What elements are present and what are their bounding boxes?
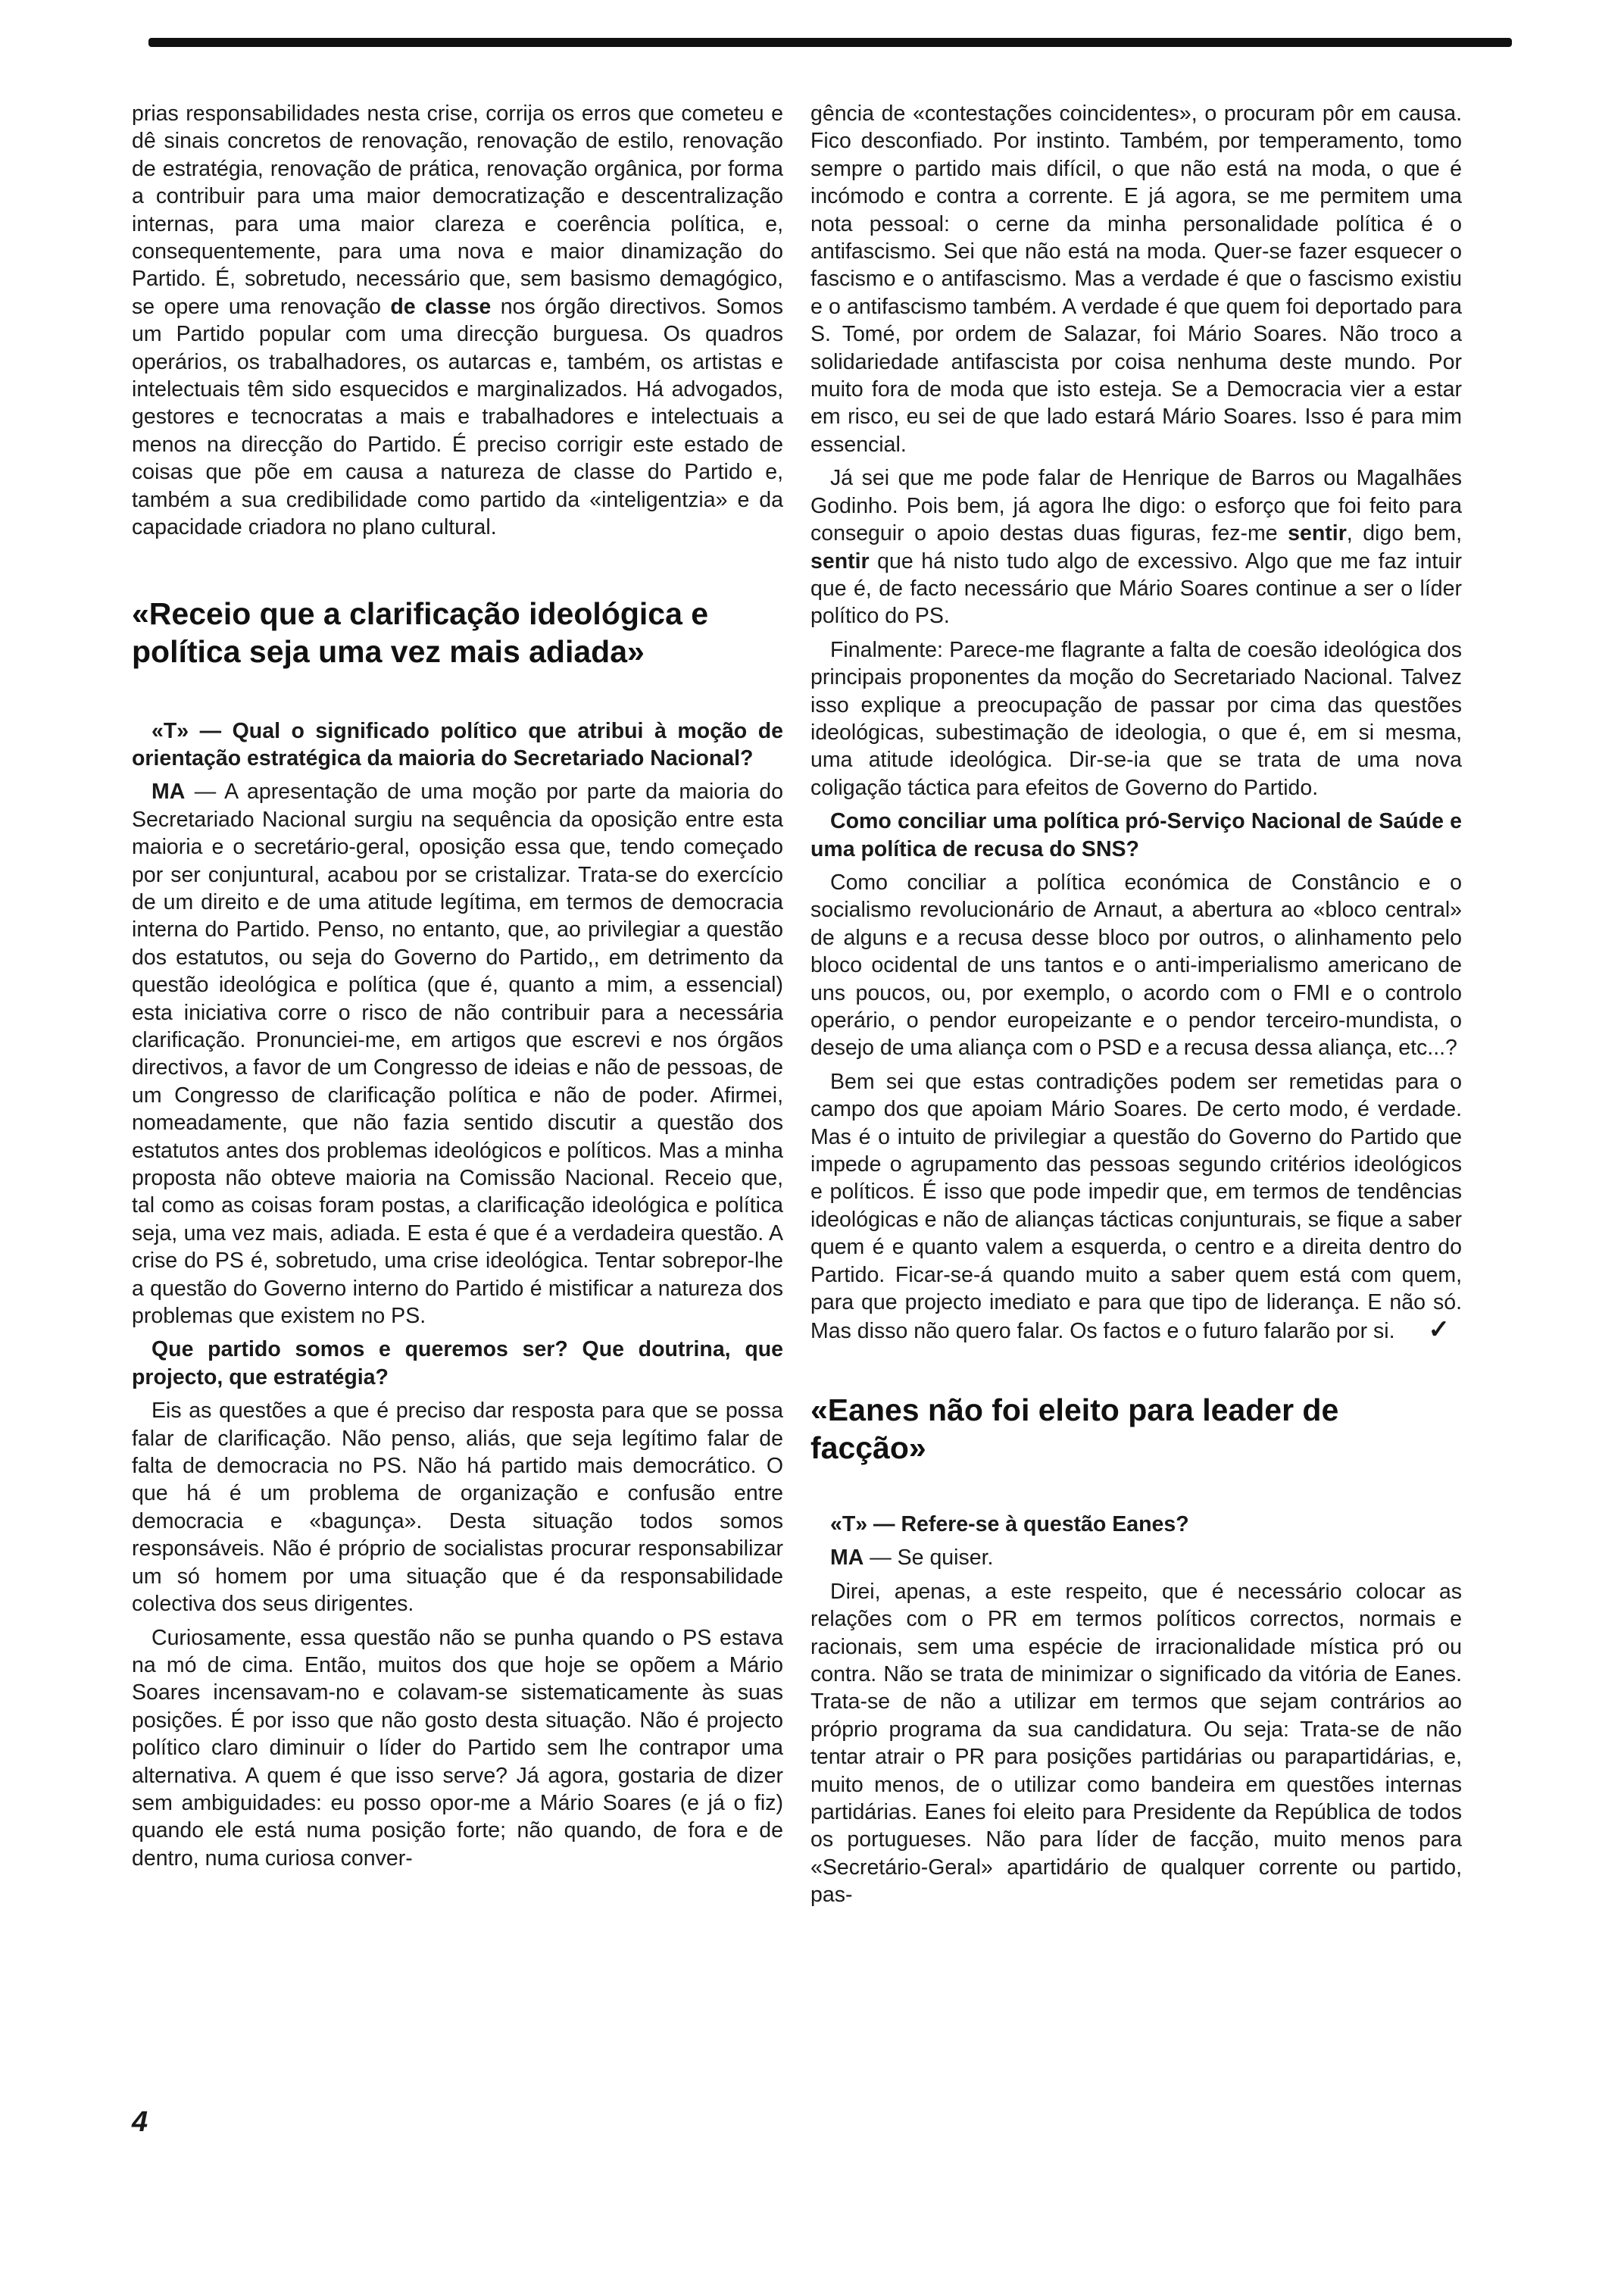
interview-question: Como conciliar uma política pró-Serviço Nacional de Saúde e uma política de recusa do SNS?: [810, 809, 1462, 861]
left-column: [132, 100, 783, 1878]
body-paragraph: Finalmente: Parece-me flagrante a falta de coesão ideológica dos principais proponentes da moção do Secretariado Nacional. Talvez isso explique a preocupação de passar por cima das questões ideológicas, subestimação de ideologia, o que é, em si mesma, uma atitude ideológica. Dir-se-ia que se trata de uma nova coligação táctica para efeitos de Governo do Partido.: [810, 637, 1462, 800]
end-of-article-mark-icon: ✓: [1428, 1315, 1450, 1345]
section-heading-eanes: «Eanes não foi eleito para leader de facção»: [810, 1392, 1339, 1465]
page-number: 4: [132, 2106, 148, 2138]
interview-question: «T» — Qual o significado político que atribui à moção de orientação estratégica da maioria do Secretariado Nacional?: [132, 718, 783, 770]
body-paragraph: Eis as questões a que é preciso dar resposta para que se possa falar de clarificação. Não penso, aliás, que seja legítimo falar de falta de democracia no PS. Não há partido mais democrático. O que há é um problema de organização e confusão entre democracia e «bagunça». Desta situação todos somos responsáveis. Não é próprio de socialistas procurar responsabilizar um só homem por uma situação que é da responsabilidade colectiva dos seus dirigentes.: [132, 1399, 783, 1617]
interview-answer: MA — Se quiser.: [830, 1546, 994, 1571]
body-paragraph: gência de «contestações coincidentes», o procuram pôr em causa. Fico desconfiado. Por instinto. Também, por temperamento, tomo sempre o partido mais difícil, o que não está na moda, o que é incómodo e contra a corrente. E já agora, se me permitem uma nota pessoal: o cerne da minha personalidade política é o antifascismo. Sei que não está na moda. Quer-se fazer esquecer o fascismo e o antifascismo. Mas a verdade é que o fascismo existiu e o antifascismo também. A verdade é que quem foi deportado para S. Tomé, por ordem de Salazar, foi Mário Soares. Não troco a solidariedade antifascista por coisa nenhuma deste mundo. Por muito fora de moda que isto esteja. Se a Democracia vier a estar em risco, eu sei de que lado estará Mário Soares. Isso é para mim essencial.: [810, 102, 1462, 457]
interview-question: Que partido somos e queremos ser? Que doutrina, que projecto, que estratégia?: [132, 1337, 783, 1389]
body-paragraph: Direi, apenas, a este respeito, que é necessário colocar as relações com o PR em termos políticos correctos, normais e racionais, sem uma espécie de irracionalidade mística pró ou contra. Não se trata de minimizar o significado da vitória de Eanes. Trata-se de não a utilizar em termos que sejam contrários ao próprio programa da sua candidatura. Ou seja: Trata-se de não tentar atrair o PR para posições partidárias ou parapartidárias, e, muito menos, de o utilizar como bandeira em questões internas partidárias. Eanes foi eleito para Presidente da República de todos os portugueses. Não para líder de facção, muito menos para «Secretário-Geral» apartidário de qualquer corrente ou partido, pas-: [810, 1579, 1462, 1908]
intro-paragraph: prias responsabilidades nesta crise, corrija os erros que cometeu e dê sinais concretos de renovação, renovação de estilo, renovação de estratégia, renovação de prática, renovação orgânica, por forma a contribuir para uma maior democratização e descentralização internas, para uma maior clareza e coerência política, e, consequentemente, para uma nova e maior dinamização do Partido. É, sobretudo, necessário que, sem basismo demagógico, se opere uma renovação de classe nos órgão directivos. Somos um Partido popular com uma direcção burguesa. Os quadros operários, os trabalhadores, os autarcas e, também, os artistas e intelectuais têm sido esquecidos e marginalizados. Há advogados, gestores e tecnocratas a mais e trabalhadores e intelectuais a menos na direcção do Partido. É preciso corrigir este estado de coisas que põe em causa a natureza de classe do Partido e, também a sua credibilidade como partido da «inteligentzia» e da capacidade criadora no plano cultural.: [132, 102, 783, 540]
interview-answer: MA — A apresentação de uma moção por parte da maioria do Secretariado Nacional surgiu na sequência da oposição entre esta maioria e o secretário-geral, oposição essa que, tendo começado por ser conjuntural, acabou por se cristalizar. Trata-se do exercício de um direito e de uma atitude legítima, em termos de democracia interna do Partido. Penso, no entanto, que, ao privilegiar a questão dos estatutos, ou seja do Governo do Partido,, em detrimento da questão ideológica e política (que é, quanto a mim, a essencial) esta iniciativa corre o risco de não contribuir para a necessária clarificação. Pronunciei-me, em artigos que escrevi e nos órgãos directivos, a favor de um Congresso de ideias e não de pessoas, de um Congresso de clarificação política e não de poder. Afirmei, nomeadamente, que não fazia sentido discutir a questão dos estatutos antes dos problemas ideológicos e políticos. Mas a minha proposta não obteve maioria na Comissão Nacional. Receio que, tal como as coisas foram postas, a clarificação ideológica e política seja, uma vez mais, adiada. E esta é que é a verdadeira questão. A crise do PS é, sobretudo, uma crise ideológica. Tentar sobrepor-lhe a questão do Governo interno do Partido é mistificar a natureza dos problemas que existem no PS.: [132, 780, 783, 1329]
body-paragraph: Curiosamente, essa questão não se punha quando o PS estava na mó de cima. Então, muitos dos que hoje se opõem a Mário Soares incensavam-no e colavam-se sistematicamente às suas posições. É por isso que não gosto desta situação. Não é projecto político claro diminuir o líder do Partido sem lhe contrapor uma alternativa. A quem é que isso serve? Já agora, gostaria de dizer sem ambiguidades: eu posso opor-me a Mário Soares (e já o fiz) quando ele está numa posição forte; não quando, de fora e de dentro, numa curiosa conver-: [132, 1625, 783, 1871]
top-rule: [148, 38, 1512, 47]
body-paragraph: Já sei que me pode falar de Henrique de Barros ou Magalhães Godinho. Pois bem, já agora lhe digo: o esforço que foi feito para conseguir o apoio destas duas figuras, fez-me sentir, digo bem, sentir que há nisto tudo algo de excessivo. Algo que me faz intuir que é, de facto necessário que Mário Soares continue a ser o líder político do PS.: [810, 466, 1463, 629]
interview-question: «T» — Refere-se à questão Eanes?: [830, 1511, 1189, 1536]
body-paragraph: Como conciliar a política económica de Constâncio e o socialismo revolucionário de Arnaut, a abertura ao «bloco central» de alguns e a recusa desse bloco por outros, o alinhamento pelo bloco ocidental de uns tantos e o anti-imperialismo americano de uns poucos, ou, por exemplo, o acordo com o FMI e o controlo operário, o pendor europeizante e o pendor terceiro-mundista, o desejo de uma aliança com o PSD e a recusa dessa aliança, etc...?: [810, 870, 1462, 1061]
right-column: [810, 100, 1462, 1915]
body-paragraph: Bem sei que estas contradições podem ser remetidas para o campo dos que apoiam Mário Soares. De certo modo, é verdade. Mas é o intuito de privilegiar a questão do Governo do Partido que impede o agrupamento das pessoas segundo critérios ideológicos e políticos. É isso que pode impedir que, em termos de tendências ideológicas e não de alianças tácticas conjunturais, se fique a saber quem é e quanto valem a esquerda, o centro e a direita dentro do Partido. Ficar-se-á quando muito a saber quem está com quem, para que projecto imediato e para que tipo de liderança. E não só. Mas disso não quero falar. Os factos e o futuro falarão por si. ✓: [810, 1069, 1462, 1345]
section-heading-clarificacao: «Receio que a clarificação ideológica e política seja uma vez mais adiada»: [132, 595, 709, 669]
